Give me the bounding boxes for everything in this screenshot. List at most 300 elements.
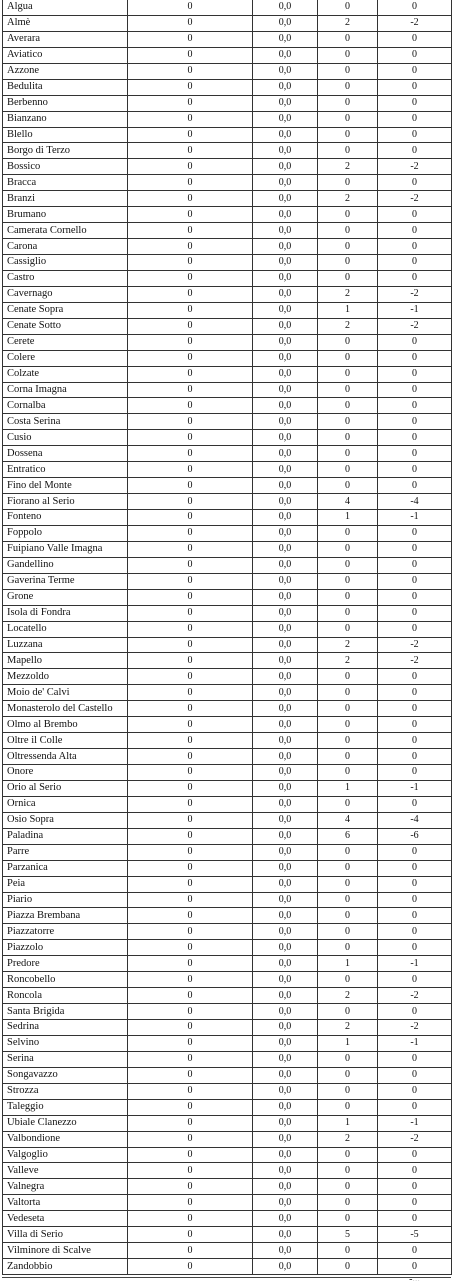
municipality-name-cell: Sedrina (3, 1020, 128, 1036)
value-c-cell: 0 (318, 127, 378, 143)
table-body (3, 0, 452, 1275)
municipality-name-cell: Fuipiano Valle Imagna (3, 541, 128, 557)
table-row (3, 924, 452, 940)
value-c-cell: 0 (318, 589, 378, 605)
value-a-cell: 0 (128, 478, 253, 494)
value-c-cell: 0 (318, 446, 378, 462)
value-a-cell: 0 (128, 31, 253, 47)
table-row (3, 270, 452, 286)
value-b-cell: 0,0 (253, 286, 318, 302)
municipality-name-cell: Cusio (3, 430, 128, 446)
value-a-cell: 0 (128, 796, 253, 812)
municipality-name-cell: Valbondione (3, 1131, 128, 1147)
value-d-cell: 0 (378, 350, 452, 366)
municipality-name-cell: Villa di Serio (3, 1227, 128, 1243)
value-c-cell: 0 (318, 95, 378, 111)
value-c-cell: 0 (318, 63, 378, 79)
value-a-cell: 0 (128, 414, 253, 430)
value-d-cell: -4 (378, 494, 452, 510)
value-a-cell: 0 (128, 940, 253, 956)
value-a-cell: 0 (128, 988, 253, 1004)
table-row (3, 573, 452, 589)
value-c-cell: 2 (318, 988, 378, 1004)
table-row (3, 175, 452, 191)
value-a-cell: 0 (128, 1227, 253, 1243)
value-b-cell: 0,0 (253, 382, 318, 398)
value-b-cell: 0,0 (253, 47, 318, 63)
municipality-name-cell: Onore (3, 765, 128, 781)
value-d-cell: 0 (378, 127, 452, 143)
value-d-cell: -1 (378, 510, 452, 526)
municipality-name-cell: Bianzano (3, 111, 128, 127)
municipality-name-cell: Piazzatorre (3, 924, 128, 940)
value-d-cell: 0 (378, 573, 452, 589)
value-b-cell: 0,0 (253, 1004, 318, 1020)
value-c-cell: 0 (318, 143, 378, 159)
value-d-cell: -1 (378, 1115, 452, 1131)
value-c-cell: 0 (318, 844, 378, 860)
value-a-cell: 0 (128, 63, 253, 79)
value-d-cell: 0 (378, 669, 452, 685)
value-d-cell: 0 (378, 940, 452, 956)
value-d-cell: 0 (378, 541, 452, 557)
table-row (3, 127, 452, 143)
value-a-cell: 0 (128, 159, 253, 175)
value-d-cell: 0 (378, 31, 452, 47)
table-row (3, 143, 452, 159)
value-b-cell: 0,0 (253, 780, 318, 796)
municipality-name-cell: Cornalba (3, 398, 128, 414)
value-d-cell: -2 (378, 988, 452, 1004)
municipality-name-cell: Paladina (3, 828, 128, 844)
value-a-cell: 0 (128, 462, 253, 478)
value-c-cell: 0 (318, 685, 378, 701)
municipality-name-cell: Piazzolo (3, 940, 128, 956)
value-a-cell: 0 (128, 318, 253, 334)
municipality-name-cell: Grone (3, 589, 128, 605)
municipality-name-cell: Locatello (3, 621, 128, 637)
value-b-cell: 0,0 (253, 1211, 318, 1227)
municipality-name-cell: Gaverina Terme (3, 573, 128, 589)
municipality-name-cell: Oltressenda Alta (3, 749, 128, 765)
table-row (3, 1115, 452, 1131)
municipality-name-cell: Parzanica (3, 860, 128, 876)
value-c-cell: 0 (318, 892, 378, 908)
value-d-cell: 0 (378, 892, 452, 908)
value-d-cell: 0 (378, 765, 452, 781)
value-d-cell: -2 (378, 15, 452, 31)
value-a-cell: 0 (128, 1259, 253, 1275)
value-a-cell: 0 (128, 780, 253, 796)
value-d-cell: 0 (378, 270, 452, 286)
value-b-cell: 0,0 (253, 924, 318, 940)
value-b-cell: 0,0 (253, 334, 318, 350)
table-row (3, 972, 452, 988)
value-c-cell: 0 (318, 334, 378, 350)
value-d-cell: 0 (378, 589, 452, 605)
municipality-name-cell: Berbenno (3, 95, 128, 111)
municipality-name-cell: Colzate (3, 366, 128, 382)
value-d-cell: 0 (378, 717, 452, 733)
table-row (3, 1035, 452, 1051)
municipality-name-cell: Aviatico (3, 47, 128, 63)
value-d-cell: 0 (378, 685, 452, 701)
value-d-cell: -2 (378, 159, 452, 175)
value-d-cell: -2 (378, 653, 452, 669)
value-b-cell: 0,0 (253, 1067, 318, 1083)
table-row (3, 557, 452, 573)
value-c-cell: 0 (318, 1067, 378, 1083)
value-c-cell: 0 (318, 541, 378, 557)
municipality-name-cell: Foppolo (3, 525, 128, 541)
value-b-cell: 0,0 (253, 15, 318, 31)
value-c-cell: 0 (318, 1004, 378, 1020)
table-row (3, 637, 452, 653)
value-c-cell: 0 (318, 701, 378, 717)
municipality-name-cell: Cenate Sotto (3, 318, 128, 334)
value-c-cell: 0 (318, 1179, 378, 1195)
value-a-cell: 0 (128, 573, 253, 589)
value-b-cell: 0,0 (253, 478, 318, 494)
value-c-cell: 0 (318, 924, 378, 940)
value-c-cell: 0 (318, 972, 378, 988)
value-b-cell: 0,0 (253, 414, 318, 430)
table-row (3, 828, 452, 844)
table-footer (0, 1273, 457, 1280)
value-d-cell: -4 (378, 812, 452, 828)
municipality-name-cell: Mezzoldo (3, 669, 128, 685)
value-d-cell: 0 (378, 1195, 452, 1211)
value-d-cell: 0 (378, 414, 452, 430)
value-d-cell: 0 (378, 1163, 452, 1179)
table-row (3, 1020, 452, 1036)
municipality-name-cell: Corna Imagna (3, 382, 128, 398)
value-a-cell: 0 (128, 685, 253, 701)
value-a-cell: 0 (128, 350, 253, 366)
value-a-cell: 0 (128, 270, 253, 286)
value-c-cell: 0 (318, 239, 378, 255)
table-row (3, 1227, 452, 1243)
municipality-name-cell: Valtorta (3, 1195, 128, 1211)
value-d-cell: 0 (378, 47, 452, 63)
value-c-cell: 0 (318, 765, 378, 781)
value-b-cell: 0,0 (253, 143, 318, 159)
value-a-cell: 0 (128, 47, 253, 63)
value-c-cell: 0 (318, 621, 378, 637)
value-b-cell: 0,0 (253, 1115, 318, 1131)
value-b-cell: 0,0 (253, 796, 318, 812)
value-a-cell: 0 (128, 860, 253, 876)
value-d-cell: 0 (378, 1179, 452, 1195)
value-a-cell: 0 (128, 286, 253, 302)
value-a-cell: 0 (128, 494, 253, 510)
value-a-cell: 0 (128, 812, 253, 828)
value-a-cell: 0 (128, 589, 253, 605)
table-row (3, 701, 452, 717)
value-d-cell: 0 (378, 111, 452, 127)
value-b-cell: 0,0 (253, 494, 318, 510)
value-b-cell: 0,0 (253, 239, 318, 255)
value-b-cell: 0,0 (253, 573, 318, 589)
value-a-cell: 0 (128, 1067, 253, 1083)
municipality-name-cell: Santa Brigida (3, 1004, 128, 1020)
value-a-cell: 0 (128, 239, 253, 255)
municipality-name-cell: Songavazzo (3, 1067, 128, 1083)
table-row (3, 47, 452, 63)
table-row (3, 1163, 452, 1179)
municipality-name-cell: Branzi (3, 191, 128, 207)
value-c-cell: 0 (318, 717, 378, 733)
value-c-cell: 0 (318, 366, 378, 382)
value-d-cell: 0 (378, 605, 452, 621)
municipality-table (2, 0, 452, 1275)
municipality-name-cell: Luzzana (3, 637, 128, 653)
value-c-cell: 2 (318, 159, 378, 175)
value-b-cell: 0,0 (253, 1035, 318, 1051)
table-row (3, 1083, 452, 1099)
municipality-name-cell: Oltre il Colle (3, 733, 128, 749)
value-c-cell: 1 (318, 510, 378, 526)
municipality-name-cell: Valgoglio (3, 1147, 128, 1163)
value-c-cell: 0 (318, 749, 378, 765)
table-row (3, 494, 452, 510)
value-c-cell: 6 (318, 828, 378, 844)
value-a-cell: 0 (128, 1004, 253, 1020)
municipality-name-cell: Bracca (3, 175, 128, 191)
value-b-cell: 0,0 (253, 589, 318, 605)
value-a-cell: 0 (128, 924, 253, 940)
municipality-name-cell: Olmo al Brembo (3, 717, 128, 733)
municipality-name-cell: Cassiglio (3, 255, 128, 271)
table-row (3, 1179, 452, 1195)
footer-total-cell: -... (378, 1274, 451, 1281)
value-d-cell: 0 (378, 972, 452, 988)
value-b-cell: 0,0 (253, 270, 318, 286)
value-a-cell: 0 (128, 653, 253, 669)
value-d-cell: 0 (378, 398, 452, 414)
value-c-cell: 2 (318, 318, 378, 334)
value-b-cell: 0,0 (253, 63, 318, 79)
table-row (3, 350, 452, 366)
value-b-cell: 0,0 (253, 892, 318, 908)
value-d-cell: 0 (378, 557, 452, 573)
table-row (3, 414, 452, 430)
municipality-name-cell: Selvino (3, 1035, 128, 1051)
table-row (3, 685, 452, 701)
value-c-cell: 0 (318, 0, 378, 15)
value-d-cell: 0 (378, 1099, 452, 1115)
municipality-name-cell: Entratico (3, 462, 128, 478)
value-b-cell: 0,0 (253, 940, 318, 956)
value-a-cell: 0 (128, 972, 253, 988)
value-b-cell: 0,0 (253, 1099, 318, 1115)
value-b-cell: 0,0 (253, 765, 318, 781)
municipality-name-cell: Serina (3, 1051, 128, 1067)
municipality-name-cell: Piazza Brembana (3, 908, 128, 924)
table-row (3, 382, 452, 398)
table-row (3, 988, 452, 1004)
table-row (3, 525, 452, 541)
municipality-name-cell: Brumano (3, 207, 128, 223)
value-a-cell: 0 (128, 95, 253, 111)
value-d-cell: 0 (378, 1051, 452, 1067)
value-c-cell: 0 (318, 462, 378, 478)
table-row (3, 207, 452, 223)
value-d-cell: 0 (378, 924, 452, 940)
table-row (3, 892, 452, 908)
value-b-cell: 0,0 (253, 1259, 318, 1275)
table-row (3, 717, 452, 733)
table-row (3, 159, 452, 175)
table-row (3, 255, 452, 271)
value-c-cell: 0 (318, 1163, 378, 1179)
value-b-cell: 0,0 (253, 95, 318, 111)
table-row (3, 860, 452, 876)
table-row (3, 956, 452, 972)
municipality-name-cell: Monasterolo del Castello (3, 701, 128, 717)
municipality-name-cell: Strozza (3, 1083, 128, 1099)
value-b-cell: 0,0 (253, 637, 318, 653)
municipality-name-cell: Borgo di Terzo (3, 143, 128, 159)
value-b-cell: 0,0 (253, 1179, 318, 1195)
table-row (3, 541, 452, 557)
municipality-name-cell: Dossena (3, 446, 128, 462)
value-c-cell: 0 (318, 525, 378, 541)
value-a-cell: 0 (128, 1195, 253, 1211)
municipality-name-cell: Almè (3, 15, 128, 31)
table-row (3, 1147, 452, 1163)
value-a-cell: 0 (128, 1243, 253, 1259)
value-d-cell: -2 (378, 318, 452, 334)
value-d-cell: 0 (378, 1004, 452, 1020)
value-d-cell: 0 (378, 478, 452, 494)
municipality-name-cell: Vedeseta (3, 1211, 128, 1227)
table-row (3, 1067, 452, 1083)
value-c-cell: 0 (318, 31, 378, 47)
value-b-cell: 0,0 (253, 669, 318, 685)
value-c-cell: 0 (318, 557, 378, 573)
value-d-cell: 0 (378, 1067, 452, 1083)
municipality-name-cell: Osio Sopra (3, 812, 128, 828)
value-b-cell: 0,0 (253, 366, 318, 382)
value-a-cell: 0 (128, 382, 253, 398)
value-d-cell: -5 (378, 1227, 452, 1243)
value-d-cell: 0 (378, 1243, 452, 1259)
value-b-cell: 0,0 (253, 302, 318, 318)
municipality-name-cell: Fiorano al Serio (3, 494, 128, 510)
value-d-cell: -2 (378, 1131, 452, 1147)
table-row (3, 95, 452, 111)
value-b-cell: 0,0 (253, 701, 318, 717)
value-a-cell: 0 (128, 557, 253, 573)
value-a-cell: 0 (128, 1147, 253, 1163)
value-d-cell: -1 (378, 780, 452, 796)
value-c-cell: 2 (318, 286, 378, 302)
value-a-cell: 0 (128, 1179, 253, 1195)
value-a-cell: 0 (128, 1035, 253, 1051)
value-c-cell: 5 (318, 1227, 378, 1243)
value-a-cell: 0 (128, 828, 253, 844)
value-b-cell: 0,0 (253, 350, 318, 366)
value-b-cell: 0,0 (253, 876, 318, 892)
municipality-name-cell: Valnegra (3, 1179, 128, 1195)
value-a-cell: 0 (128, 1099, 253, 1115)
value-d-cell: 0 (378, 876, 452, 892)
table-row (3, 605, 452, 621)
value-a-cell: 0 (128, 605, 253, 621)
value-a-cell: 0 (128, 255, 253, 271)
value-a-cell: 0 (128, 541, 253, 557)
table-row (3, 430, 452, 446)
value-d-cell: 0 (378, 733, 452, 749)
municipality-name-cell: Vilminore di Scalve (3, 1243, 128, 1259)
table-row (3, 1131, 452, 1147)
value-c-cell: 0 (318, 876, 378, 892)
value-d-cell: 0 (378, 860, 452, 876)
value-c-cell: 0 (318, 47, 378, 63)
municipality-name-cell: Cerete (3, 334, 128, 350)
value-b-cell: 0,0 (253, 605, 318, 621)
value-a-cell: 0 (128, 334, 253, 350)
municipality-name-cell: Castro (3, 270, 128, 286)
value-b-cell: 0,0 (253, 621, 318, 637)
value-c-cell: 1 (318, 302, 378, 318)
table-row (3, 653, 452, 669)
value-b-cell: 0,0 (253, 1083, 318, 1099)
value-b-cell: 0,0 (253, 1051, 318, 1067)
value-a-cell: 0 (128, 621, 253, 637)
value-b-cell: 0,0 (253, 860, 318, 876)
value-b-cell: 0,0 (253, 1243, 318, 1259)
value-c-cell: 0 (318, 1259, 378, 1275)
table-row (3, 318, 452, 334)
value-b-cell: 0,0 (253, 223, 318, 239)
value-a-cell: 0 (128, 207, 253, 223)
municipality-name-cell: Moio de' Calvi (3, 685, 128, 701)
table-row (3, 876, 452, 892)
value-b-cell: 0,0 (253, 318, 318, 334)
value-c-cell: 0 (318, 398, 378, 414)
municipality-name-cell: Azzone (3, 63, 128, 79)
value-a-cell: 0 (128, 398, 253, 414)
value-c-cell: 1 (318, 780, 378, 796)
value-c-cell: 1 (318, 956, 378, 972)
value-c-cell: 0 (318, 1195, 378, 1211)
value-a-cell: 0 (128, 892, 253, 908)
value-b-cell: 0,0 (253, 398, 318, 414)
value-c-cell: 0 (318, 430, 378, 446)
value-b-cell: 0,0 (253, 988, 318, 1004)
value-a-cell: 0 (128, 1131, 253, 1147)
municipality-name-cell: Colere (3, 350, 128, 366)
value-c-cell: 0 (318, 573, 378, 589)
value-c-cell: 2 (318, 1020, 378, 1036)
value-a-cell: 0 (128, 430, 253, 446)
municipality-name-cell: Valleve (3, 1163, 128, 1179)
value-b-cell: 0,0 (253, 462, 318, 478)
value-d-cell: -2 (378, 286, 452, 302)
municipality-name-cell: Peia (3, 876, 128, 892)
value-a-cell: 0 (128, 637, 253, 653)
value-a-cell: 0 (128, 175, 253, 191)
table-row (3, 669, 452, 685)
value-d-cell: 0 (378, 143, 452, 159)
value-d-cell: 0 (378, 366, 452, 382)
value-c-cell: 0 (318, 908, 378, 924)
municipality-name-cell: Zandobbio (3, 1259, 128, 1275)
municipality-name-cell: Carona (3, 239, 128, 255)
value-c-cell: 0 (318, 478, 378, 494)
